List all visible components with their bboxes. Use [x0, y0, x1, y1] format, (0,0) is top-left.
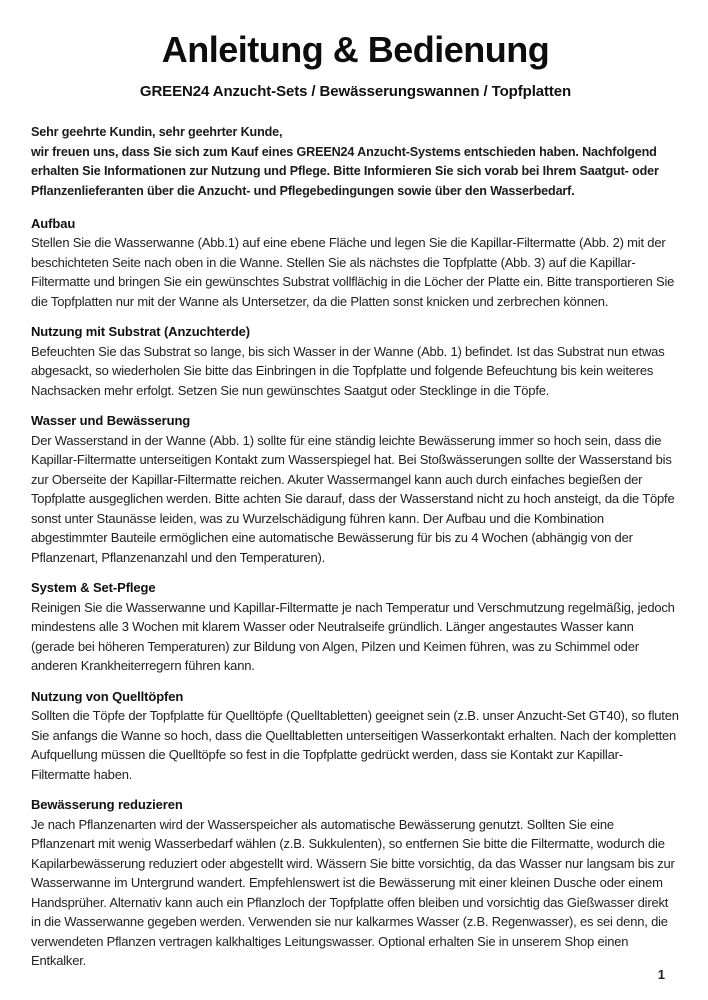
intro-body: wir freuen uns, dass Sie sich zum Kauf eines GREEN24 Anzucht-Systems entschieden haben. Nachfolgend erhalten Sie Informationen zur Nutzung und Pflege. Bitte Informieren Sie sich vorab bei Ihrem Saatgut- oder Pflanzenlieferanten über die Anzucht- und Pflegebedingungen sowie über den Wasserbedarf.: [31, 144, 659, 198]
section-heading: Aufbau: [31, 215, 76, 231]
section-body: Stellen Sie die Wasserwanne (Abb.1) auf eine ebene Fläche und legen Sie die Kapillar-Filtermatte (Abb. 2) mit der beschichteten Seite nach oben in die Wanne. Stellen Sie als nächstes die Topfplatte (Abb. 3) auf die Kapillar-Filtermatte und bringen Sie ein gewünschtes Substrat vollflächig in die Löcher der Platte ein. Bitte transportieren Sie die Topfplatten nur mit der Wanne als Untersetzer, da die Platten sonst knicken und zerbrechen können.: [31, 235, 675, 309]
section-wasser-bewaesserung: [31, 411, 680, 567]
section-heading: Nutzung mit Substrat (Anzuchterde): [31, 324, 251, 340]
section-nutzung-substrat: [31, 322, 680, 400]
section-body: Je nach Pflanzenarten wird der Wasserspeicher als automatische Bewässerung genutzt. Sollten Sie eine Pflanzenart mit wenig Wasserbedarf wählen (z.B. Sukkulenten), so entfernen Sie bitte die Filtermatte, wodurch die Kapilarbewässerung reduziert oder abgestellt wird. Wässern Sie bitte vorsichtig, da das Wasser nur langsam bis zur Wasserwanne im Untergrund wandert. Empfehlenswert ist die Bewässerung mit einer kleinen Dusche oder einem Handsprüher. Alternativ kann auch ein Pflanzloch der Topfplatte offen bleiben und vorsichtig das Gießwasser direkt in die Wasserwanne gegeben werden. Verwenden sie nur kalkarmes Wasser (z.B. Regenwasser), es sei denn, die verwendeten Pflanzen vertragen kalkhaltiges Leitungswasser. Optional erhalten Sie in unserem Shop einen Entkalker.: [31, 816, 675, 969]
page-title: Anleitung & Bedienung: [161, 29, 550, 70]
section-body: Reinigen Sie die Wasserwanne und Kapillar-Filtermatte je nach Temperatur und Verschmutzung regelmäßig, jedoch mindestens alle 3 Wochen mit klarem Wasser oder Neutralseife gründlich. Länger angestautes Wasser kann (gerade bei höheren Temperaturen) zur Bildung von Algen, Pilzen und Keimen führen, was zu Schimmel oder anderen Krankheiterregern führen kann.: [31, 599, 675, 674]
section-nutzung-quelltoepfe: [31, 687, 680, 785]
section-heading: Bewässerung reduzieren: [31, 797, 183, 813]
section-body: Befeuchten Sie das Substrat so lange, bis sich Wasser in der Wanne (Abb. 1) befindet. Ist das Substrat nun etwas abgesackt, so wiederholen Sie bitte das Einbringen in die Topfplatte und folgende Befeuchtung bis kein weiteres Nachsacken mehr erfolgt. Setzen Sie nun gewünschtes Saatgut oder Stecklinge in die Töpfe.: [31, 343, 665, 398]
section-aufbau: [31, 214, 680, 312]
section-bewaesserung-reduzieren: [31, 795, 680, 971]
section-body: Der Wasserstand in der Wanne (Abb. 1) sollte für eine ständig leichte Bewässerung immer so hoch sein, dass die Kapillar-Filtermatte unterseitigen Kontakt zum Wasserspiegel hat. Bei Stoßwässerungen sollte der Wasserstand bis zur Oberseite der Kapillar-Filtermatte reichen. Akuter Wassermangel kann auch durch einfaches begießen der Topfplatte ausgeglichen werden. Bitte achten Sie darauf, dass der Wasserstand nicht zu hoch ansteigt, da die Töpfe sonst unter Staunässe leiden, was zu Wurzelschädigung führen kann. Der Aufbau und die Kombination abgestimmter Bauteile ermöglichen eine automatische Bewässerung für bis zu 4 Wochen (abhängig von der Pflanzenart, Pflanzenanzahl und den Temperaturen).: [31, 432, 675, 565]
section-heading: System & Set-Pflege: [31, 580, 156, 596]
intro-salutation: Sehr geehrte Kundin, sehr geehrter Kunde,: [31, 125, 283, 139]
intro-paragraph: [31, 123, 680, 201]
section-heading: Wasser und Bewässerung: [31, 413, 191, 429]
section-body: Sollten die Töpfe der Topfplatte für Quelltöpfe (Quelltabletten) geeignet sein (z.B. unser Anzucht-Set GT40), so fluten Sie anfangs die Wanne so hoch, dass die Quelltabletten unterseitigen Wasserkontakt erhalten. Nach der kompletten Aufquellung müssen die Quelltöpfe so fest in die Topfplatte gedrückt werden, dass sie Kontakt zur Kapillar-Filtermatte haben.: [31, 708, 679, 782]
section-system-set-pflege: [31, 578, 680, 676]
section-heading: Nutzung von Quelltöpfen: [31, 688, 184, 704]
page-subtitle: GREEN24 Anzucht-Sets / Bewässerungswannen / Topfplatten: [139, 83, 572, 100]
page-number: 1: [657, 967, 665, 982]
